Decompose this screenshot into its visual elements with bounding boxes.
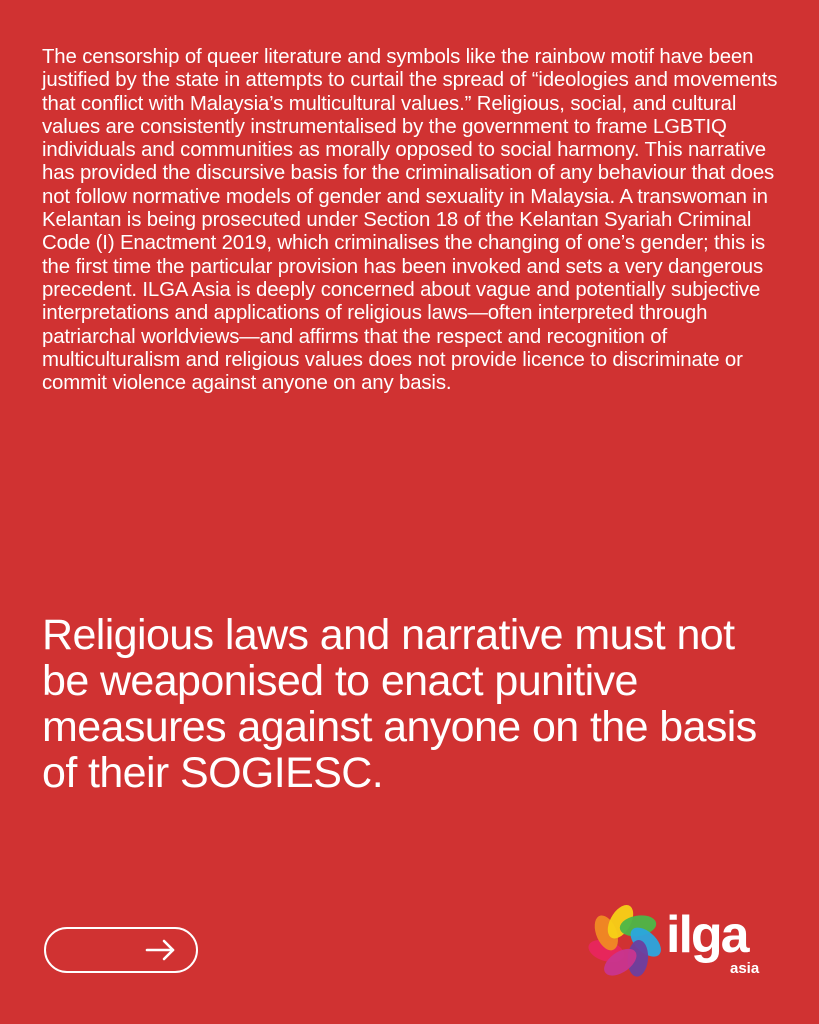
logo-wordmark: ilga <box>666 906 748 964</box>
logo-subtext: asia <box>730 960 760 977</box>
headline-quote: Religious laws and narrative must not be weaponised to enact punitive measures against anyone on the basis of their SOGIESC. <box>42 611 757 797</box>
body-paragraph: The censorship of queer literature and symbols like the rainbow motif have been justified by the state in attempts to curtail the spread of “ideologies and movements that conflict with Malaysia’s multicultural values.” Religious, social, and cultural values are consistently instrumentalised by the government to frame LGBTIQ individuals and communities as morally opposed to social harmony. This narrative has provided the discursive basis for the criminalisation of any behaviour that does not follow normative models of gender and sexuality in Malaysia. A transwoman in Kelantan is being prosecuted under Section 18 of the Kelantan Syariah Criminal Code (I) Enactment 2019, which criminalises the changing of one’s gender; this is the first time the particular provision has been invoked and sets a very dangerous precedent. ILGA Asia is deeply concerned about vague and potentially subjective interpretations and applications of religious laws—often interpreted through patriarchal worldviews—and affirms that the respect and recognition of multiculturalism and religious values does not provide licence to discriminate or commit violence against anyone on any basis. <box>42 46 778 395</box>
pinwheel-logo-icon <box>588 905 662 979</box>
arrow-right-icon <box>144 938 178 962</box>
ilga-asia-logo <box>588 905 778 985</box>
next-button[interactable] <box>44 927 198 973</box>
